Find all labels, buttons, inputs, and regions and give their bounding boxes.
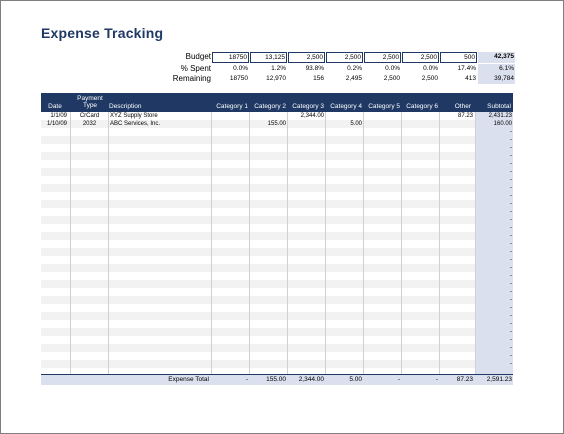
table-row[interactable] — [41, 136, 513, 144]
header-other: Other — [454, 103, 471, 110]
table-row[interactable] — [41, 128, 513, 136]
total-label: Expense Total — [168, 376, 209, 383]
spent-cell-6: 0.0% — [423, 65, 438, 72]
total-cat6: - — [435, 376, 438, 383]
budget-cell-6[interactable]: 2,500 — [402, 52, 439, 63]
table-row[interactable] — [41, 280, 513, 288]
table-row[interactable] — [41, 168, 513, 176]
spent-cell-other: 17.4% — [457, 65, 476, 72]
header-date: Date — [48, 103, 62, 110]
remaining-total: 39,784 — [478, 74, 515, 84]
page-title: Expense Tracking — [41, 25, 164, 41]
remaining-cell-6: 2,500 — [421, 75, 438, 82]
table-row[interactable] — [41, 264, 513, 272]
row1-date[interactable]: 1/1/09 — [50, 113, 67, 119]
table-row[interactable] — [41, 360, 513, 368]
table-row[interactable] — [41, 320, 513, 328]
table-row[interactable] — [41, 272, 513, 280]
empty-subtotal-cell: - — [510, 193, 512, 199]
table-row[interactable] — [41, 216, 513, 224]
remaining-cell-other: 413 — [465, 75, 476, 82]
row1-subtotal: 2,431.23 — [488, 113, 512, 119]
empty-subtotal-cell: - — [510, 201, 512, 207]
header-category-6: Category 6 — [406, 103, 438, 110]
table-row[interactable] — [41, 304, 513, 312]
empty-subtotal-cell: - — [510, 145, 512, 151]
header-category-1: Category 1 — [216, 103, 248, 110]
row1-payment[interactable]: CrCard — [79, 113, 100, 119]
column-divider — [325, 112, 326, 374]
column-divider — [211, 112, 212, 374]
row2-subtotal: 160.00 — [493, 121, 512, 127]
column-divider — [439, 112, 440, 374]
row1-other[interactable]: 87.23 — [457, 113, 473, 119]
column-divider — [249, 112, 250, 374]
empty-subtotal-cell: - — [510, 257, 512, 263]
empty-subtotal-cell: - — [510, 225, 512, 231]
header-category-4: Category 4 — [330, 103, 362, 110]
empty-subtotal-cell: - — [510, 337, 512, 343]
row2-cat4[interactable]: 5.00 — [350, 121, 362, 127]
remaining-cell-3: 156 — [313, 75, 324, 82]
empty-subtotal-cell: - — [510, 137, 512, 143]
grand-total: 2,591.23 — [486, 376, 512, 383]
empty-subtotal-cell: - — [510, 209, 512, 215]
table-row[interactable] — [41, 184, 513, 192]
spent-label: % Spent — [180, 64, 211, 73]
empty-subtotal-cell: - — [510, 161, 512, 167]
empty-subtotal-cell: - — [510, 361, 512, 367]
header-category-5: Category 5 — [368, 103, 400, 110]
table-row[interactable] — [41, 176, 513, 184]
empty-subtotal-cell: - — [510, 321, 512, 327]
total-cat5: - — [397, 376, 400, 383]
empty-subtotal-cell: - — [510, 289, 512, 295]
empty-subtotal-cell: - — [510, 249, 512, 255]
table-row[interactable] — [41, 336, 513, 344]
budget-cell-3[interactable]: 2,500 — [288, 52, 325, 63]
expense-total-row — [41, 375, 513, 385]
empty-subtotal-cell: - — [510, 153, 512, 159]
total-cat3: 2,344.00 — [298, 376, 324, 383]
spent-cell-4: 0.2% — [347, 65, 362, 72]
table-row[interactable] — [41, 312, 513, 320]
table-row[interactable] — [41, 192, 513, 200]
table-row[interactable] — [41, 224, 513, 232]
table-row[interactable] — [41, 256, 513, 264]
row1-cat3[interactable]: 2,344.00 — [300, 113, 324, 119]
table-row[interactable] — [41, 344, 513, 352]
empty-subtotal-cell: - — [510, 297, 512, 303]
budget-cell-2[interactable]: 13,125 — [250, 52, 287, 63]
table-header — [41, 93, 513, 112]
row1-description[interactable]: XYZ Supply Store — [110, 113, 158, 119]
table-row[interactable] — [41, 328, 513, 336]
empty-subtotal-cell: - — [510, 273, 512, 279]
empty-subtotal-cell: - — [510, 241, 512, 247]
remaining-cell-2: 12,970 — [266, 75, 286, 82]
table-row[interactable] — [41, 152, 513, 160]
budget-cell-5[interactable]: 2,500 — [364, 52, 401, 63]
empty-subtotal-cell: - — [510, 177, 512, 183]
empty-subtotal-cell: - — [510, 313, 512, 319]
empty-subtotal-cell: - — [510, 233, 512, 239]
header-subtotal: Subtotal — [487, 103, 511, 110]
remaining-cell-4: 2,495 — [345, 75, 362, 82]
empty-subtotal-cell: - — [510, 305, 512, 311]
spent-cell-3: 93.8% — [305, 65, 324, 72]
column-divider — [70, 112, 71, 374]
table-row[interactable] — [41, 240, 513, 248]
spent-total: 6.1% — [478, 64, 515, 74]
spent-cell-2: 1.2% — [271, 65, 286, 72]
column-divider — [401, 112, 402, 374]
table-row[interactable] — [41, 144, 513, 152]
row2-date[interactable]: 1/10/09 — [46, 121, 67, 127]
table-row[interactable] — [41, 248, 513, 256]
header-category-3: Category 3 — [292, 103, 324, 110]
table-row[interactable] — [41, 200, 513, 208]
row2-description[interactable]: ABC Services, Inc. — [110, 121, 161, 127]
empty-subtotal-cell: - — [510, 265, 512, 271]
header-description: Description — [109, 103, 142, 110]
spent-cell-5: 0.0% — [385, 65, 400, 72]
empty-subtotal-cell: - — [510, 217, 512, 223]
total-other: 87.23 — [456, 376, 473, 383]
column-divider — [363, 112, 364, 374]
empty-subtotal-cell: - — [510, 345, 512, 351]
budget-label: Budget — [185, 52, 211, 61]
spent-cell-1: 0.0% — [233, 65, 248, 72]
header-category-2: Category 2 — [254, 103, 286, 110]
table-row[interactable] — [41, 352, 513, 360]
remaining-label: Remaining — [172, 74, 211, 83]
row2-cat2[interactable]: 155.00 — [267, 121, 286, 127]
empty-subtotal-cell: - — [510, 185, 512, 191]
remaining-cell-5: 2,500 — [383, 75, 400, 82]
table-body — [41, 112, 513, 374]
empty-subtotal-cell: - — [510, 353, 512, 359]
total-cat4: 5.00 — [349, 376, 362, 383]
budget-total: 42,375 — [478, 52, 515, 63]
table-row[interactable] — [41, 208, 513, 216]
table-row[interactable] — [41, 288, 513, 296]
table-row[interactable] — [41, 296, 513, 304]
table-row[interactable] — [41, 232, 513, 240]
total-cat1: - — [245, 376, 248, 383]
empty-subtotal-cell: - — [510, 329, 512, 335]
empty-subtotal-cell: - — [510, 169, 512, 175]
budget-cell-other[interactable]: 500 — [440, 52, 477, 63]
table-row[interactable] — [41, 160, 513, 168]
row2-payment[interactable]: 2032 — [82, 121, 97, 127]
total-cat2: 155.00 — [266, 376, 286, 383]
column-divider — [287, 112, 288, 374]
column-divider — [108, 112, 109, 374]
header-payment-type: Payment Type — [77, 95, 103, 109]
budget-cell-1[interactable]: 18750 — [212, 52, 249, 63]
remaining-cell-1: 18750 — [229, 75, 248, 82]
budget-cell-4[interactable]: 2,500 — [326, 52, 363, 63]
empty-subtotal-cell: - — [510, 281, 512, 287]
empty-subtotal-cell: - — [510, 129, 512, 135]
